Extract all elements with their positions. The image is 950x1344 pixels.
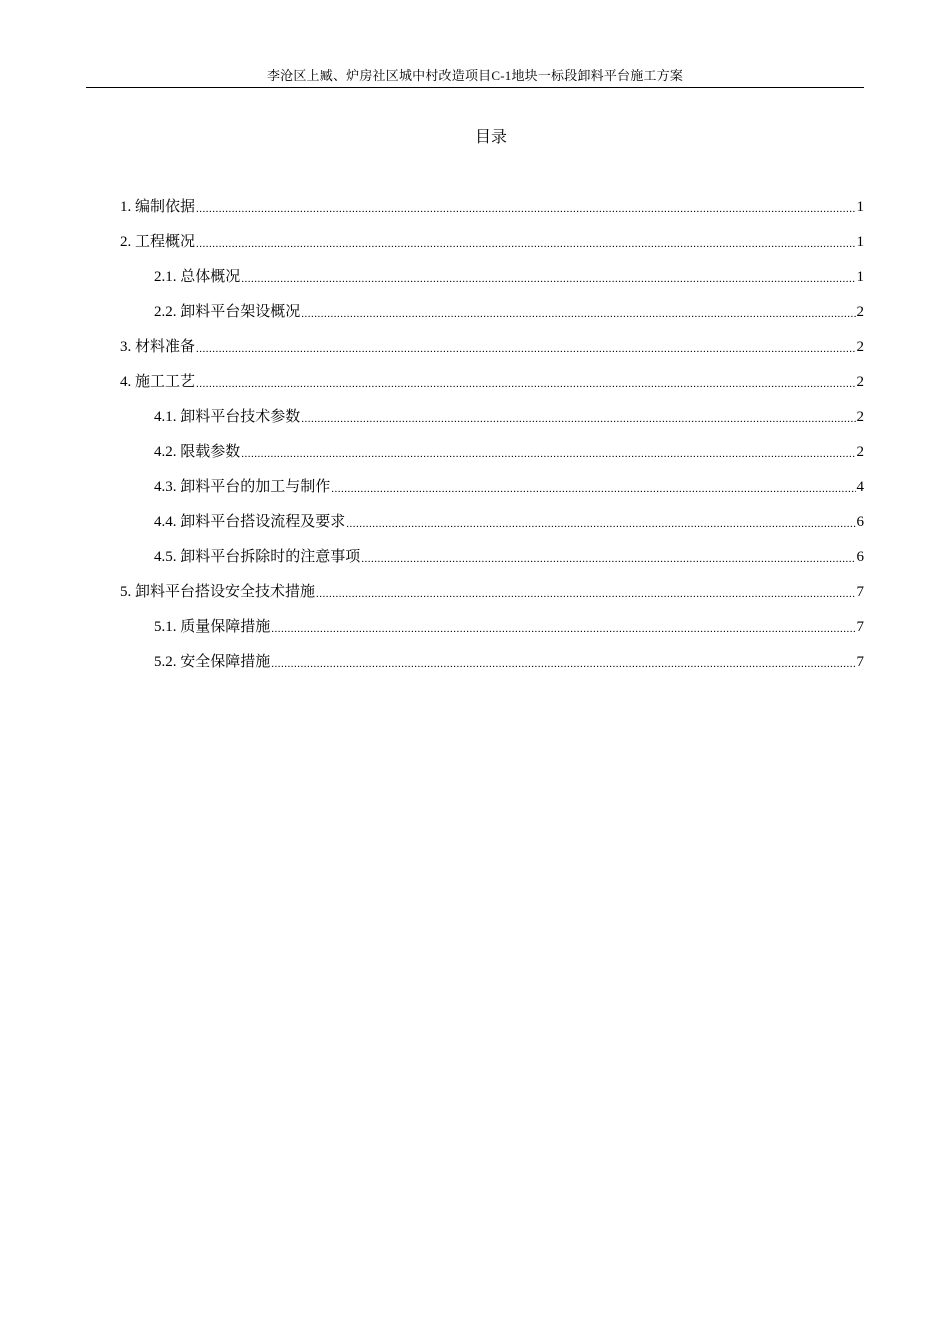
toc-entry-label: 1. 编制依据 (120, 199, 196, 215)
toc-entry[interactable] (154, 512, 864, 532)
toc-dot-leader (271, 654, 855, 674)
toc-entry[interactable] (154, 617, 864, 637)
toc-entry-label: 2.1. 总体概况 (154, 269, 241, 285)
toc-title: 目录 (474, 129, 507, 146)
toc-entry[interactable] (154, 267, 864, 287)
toc-entry-label: 3. 材料准备 (120, 339, 196, 355)
toc-entry-page: 2 (856, 409, 864, 425)
page-header: 李沧区上臧、炉房社区城中村改造项目C-1地块一标段卸料平台施工方案 (266, 68, 684, 83)
toc-entry-page: 1 (856, 234, 864, 250)
toc-entry[interactable] (120, 197, 864, 217)
toc-entry-label: 5.1. 质量保障措施 (154, 619, 271, 635)
toc-dot-leader (196, 339, 855, 359)
toc-entry-label: 5.2. 安全保障措施 (154, 654, 271, 670)
toc-dot-leader (196, 199, 855, 219)
toc-entry-page: 7 (856, 654, 864, 670)
toc-dot-leader (271, 619, 855, 639)
toc-entry[interactable] (154, 652, 864, 672)
toc-entry-label: 4.4. 卸料平台搭设流程及要求 (154, 514, 346, 530)
toc-dot-leader (301, 409, 855, 429)
toc-entry-label: 5. 卸料平台搭设安全技术措施 (120, 584, 316, 600)
toc-dot-leader (241, 269, 855, 289)
toc-entry[interactable] (154, 442, 864, 462)
toc-entry-label: 4.2. 限载参数 (154, 444, 241, 460)
toc-entry-page: 7 (856, 619, 864, 635)
toc-entry-page: 6 (856, 514, 864, 530)
toc-dot-leader (361, 549, 855, 569)
toc-entry[interactable] (154, 407, 864, 427)
toc-dot-leader (241, 444, 855, 464)
toc-dot-leader (346, 514, 855, 534)
toc-entry[interactable] (154, 477, 864, 497)
toc-entry[interactable] (120, 232, 864, 252)
toc-entry[interactable] (154, 302, 864, 322)
toc-entry-page: 2 (856, 339, 864, 355)
toc-entry-label: 2. 工程概况 (120, 234, 196, 250)
toc-entry-page: 6 (856, 549, 864, 565)
toc-dot-leader (331, 479, 855, 499)
toc-dot-leader (196, 234, 855, 254)
toc-entry-page: 2 (856, 374, 864, 390)
toc-entry-page: 2 (856, 304, 864, 320)
toc-entry[interactable] (120, 372, 864, 392)
toc-entry-label: 4. 施工工艺 (120, 374, 196, 390)
toc-dot-leader (301, 304, 855, 324)
toc-entry-page: 1 (856, 269, 864, 285)
toc-entry-page: 2 (856, 444, 864, 460)
toc-entry[interactable] (120, 582, 864, 602)
toc-entry-label: 2.2. 卸料平台架设概况 (154, 304, 301, 320)
toc-entry-page: 7 (856, 584, 864, 600)
toc-entry-label: 4.5. 卸料平台拆除时的注意事项 (154, 549, 361, 565)
toc-dot-leader (196, 374, 855, 394)
toc-dot-leader (316, 584, 855, 604)
toc-entry[interactable] (154, 547, 864, 567)
toc-entry-label: 4.1. 卸料平台技术参数 (154, 409, 301, 425)
toc-entry-page: 4 (856, 479, 864, 495)
toc-entry[interactable] (120, 337, 864, 357)
toc-entry-page: 1 (856, 199, 864, 215)
toc-entry-label: 4.3. 卸料平台的加工与制作 (154, 479, 331, 495)
